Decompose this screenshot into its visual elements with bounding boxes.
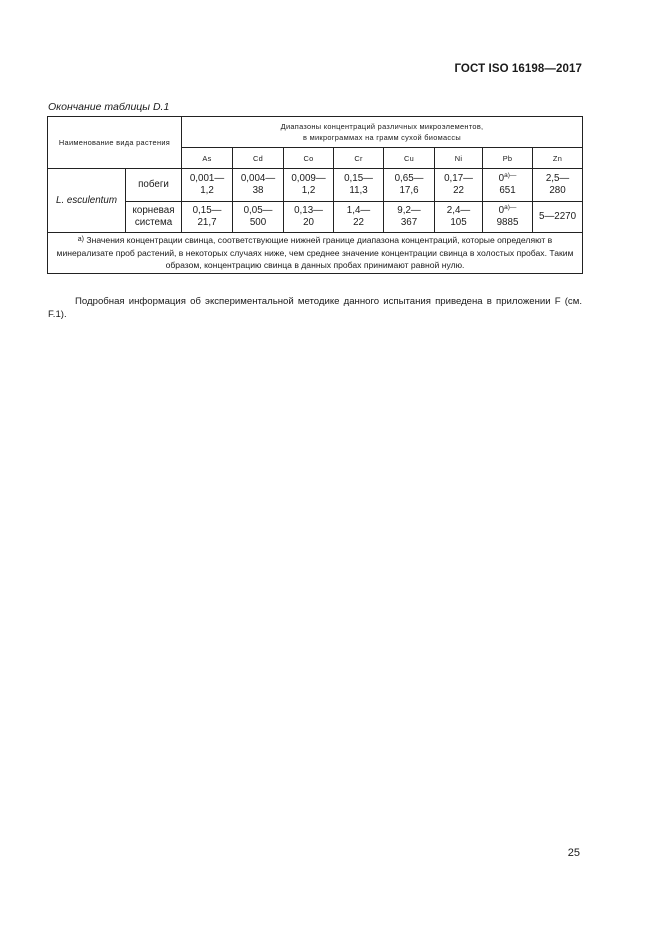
value-cell: 5—2270 bbox=[533, 202, 583, 233]
document-id: ГОСТ ISO 16198—2017 bbox=[454, 63, 582, 75]
element-header: As bbox=[182, 148, 233, 169]
table-row bbox=[48, 169, 583, 202]
table-row bbox=[48, 202, 583, 233]
value-cell: 0,15— 11,3 bbox=[334, 169, 384, 202]
plant-name-header: Наименование вида растения bbox=[48, 117, 182, 169]
element-header: Zn bbox=[533, 148, 583, 169]
value-cell: 0,13— 20 bbox=[284, 202, 334, 233]
element-header: Cr bbox=[334, 148, 384, 169]
concentration-table bbox=[47, 116, 583, 274]
table-caption: Окончание таблицы D.1 bbox=[48, 101, 170, 113]
value-cell: 0,15— 21,7 bbox=[182, 202, 233, 233]
value-cell: $0^{а)—}$ 651 bbox=[483, 169, 533, 202]
footnote-ref: а)— bbox=[504, 172, 517, 179]
element-header: Pb bbox=[483, 148, 533, 169]
page-number: 25 bbox=[567, 847, 580, 859]
element-header: Cu bbox=[384, 148, 435, 169]
value-cell: 0,65— 17,6 bbox=[384, 169, 435, 202]
range-header-line2: в микрограммах на грамм сухой биомассы bbox=[303, 133, 462, 142]
value-cell: 9,2— 367 bbox=[384, 202, 435, 233]
element-header: Co bbox=[284, 148, 334, 169]
value-cell: 1,4— 22 bbox=[334, 202, 384, 233]
element-header: Cd bbox=[233, 148, 284, 169]
element-header: Ni bbox=[435, 148, 483, 169]
plant-part: корневая система bbox=[126, 202, 182, 233]
value-cell: 2,4— 105 bbox=[435, 202, 483, 233]
footnote-text: Значения концентрации свинца, соответствующие нижней границе диапазона концентраций, которые определяют в минерализате проб растений, в некоторых случаях ниже, чем среднее значение концентрации свинца в холостых пробах. Таким образом, концентрацию свинца в данных пробах принимают равной нулю. bbox=[56, 235, 574, 270]
body-paragraph: Подробная информация об экспериментальной методике данного испытания приведена в приложении F (см. F.1). bbox=[48, 296, 582, 320]
value-cell: 0,009— 1,2 bbox=[284, 169, 334, 202]
value-cell: 2,5— 280 bbox=[533, 169, 583, 202]
value-cell: $0^{а)—}$ 9885 bbox=[483, 202, 533, 233]
value-cell: 0,004— 38 bbox=[233, 169, 284, 202]
value-cell: 0,001— 1,2 bbox=[182, 169, 233, 202]
value-cell: 0,05— 500 bbox=[233, 202, 284, 233]
plant-name: L. esculentum bbox=[48, 169, 126, 233]
footnote-ref: а)— bbox=[504, 204, 517, 211]
footnote-mark: а) bbox=[77, 236, 85, 243]
range-header-line1: Диапазоны концентраций различных микроэлементов, bbox=[280, 122, 484, 131]
table-footnote bbox=[48, 233, 583, 274]
plant-part: побеги bbox=[126, 169, 182, 202]
value-cell: 0,17— 22 bbox=[435, 169, 483, 202]
range-header bbox=[182, 117, 583, 148]
